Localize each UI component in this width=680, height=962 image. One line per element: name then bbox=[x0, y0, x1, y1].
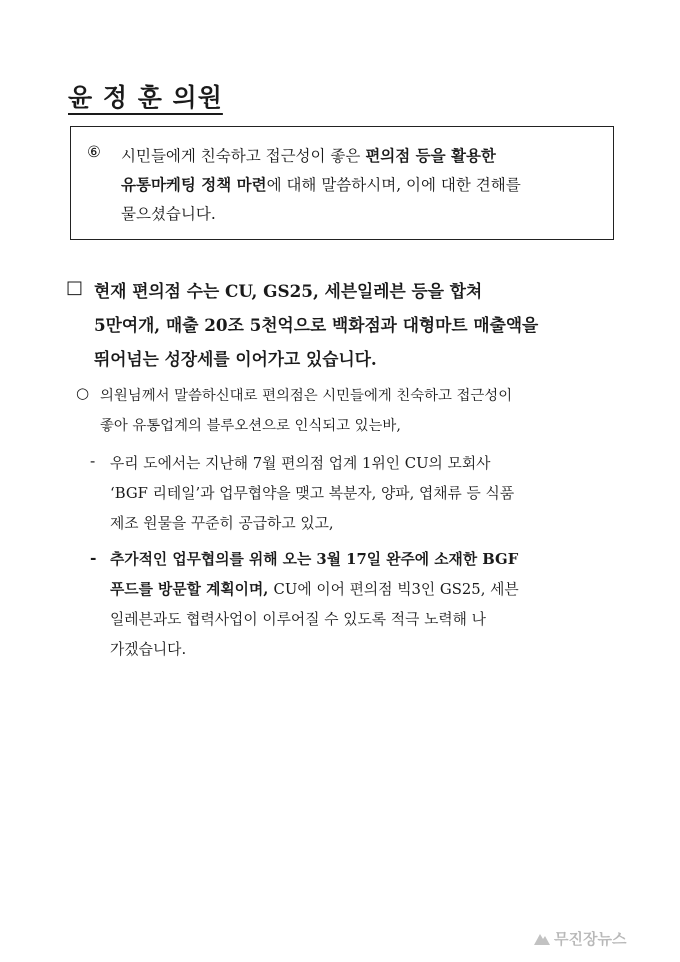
answer-dash2-line-2: 푸드를 방문할 계획이며, CU에 이어 편의점 빅3인 GS25, 세븐 bbox=[110, 581, 519, 598]
question-line-1: 시민들에게 친숙하고 접근성이 좋은 편의점 등을 활용한 bbox=[121, 146, 496, 165]
question-line-3: 물으셨습니다. bbox=[121, 205, 216, 223]
watermark bbox=[534, 928, 626, 949]
answer-dash1-line-2: ‘BGF 리테일’과 업무협약을 맺고 복분자, 양파, 엽채류 등 식품 bbox=[110, 485, 515, 502]
answer-circle-line-1: 의원님께서 말씀하신대로 편의점은 시민들에게 친숙하고 접근성이 bbox=[100, 388, 513, 404]
answer-dash2-line-2-emphasis: 푸드를 방문할 계획이며, bbox=[110, 581, 274, 598]
answer-main-line-1: 현재 편의점 수는 CU, GS25, 세븐일레븐 등을 합쳐 bbox=[94, 281, 483, 301]
watermark-text: 무진장뉴스 bbox=[554, 930, 627, 948]
question-line-2-emphasis: 유통마케팅 정책 마련 bbox=[121, 175, 267, 194]
answer-main-line-2: 5만여개, 매출 20조 5천억으로 백화점과 대형마트 매출액을 bbox=[94, 315, 539, 335]
mountain-logo-icon bbox=[534, 931, 550, 945]
dash-bullet-2: - bbox=[90, 548, 97, 567]
question-number: ⑥ bbox=[87, 143, 101, 161]
page-title: 윤 정 훈 의원 bbox=[68, 83, 223, 112]
answer-dash2-line-1: 추가적인 업무협의를 위해 오는 3월 17일 완주에 소재한 BGF bbox=[110, 551, 519, 568]
answer-dash2-line-3: 일레븐과도 협력사업이 이루어질 수 있도록 적극 노력해 나 bbox=[110, 611, 486, 628]
answer-main-line-3: 뛰어넘는 성장세를 이어가고 있습니다. bbox=[94, 349, 377, 369]
circle-bullet: ○ bbox=[76, 384, 90, 402]
question-line-2: 유통마케팅 정책 마련에 대해 말씀하시며, 이에 대한 견해를 bbox=[121, 175, 521, 194]
answer-circle-line-2: 좋아 유통업계의 블루오션으로 인식되고 있는바, bbox=[100, 418, 401, 434]
square-bullet: □ bbox=[66, 277, 84, 298]
question-box bbox=[70, 126, 614, 240]
answer-dash2-line-4: 가겠습니다. bbox=[110, 641, 187, 658]
dash-bullet-1: - bbox=[90, 452, 96, 470]
question-line-1-emphasis: 편의점 등을 활용한 bbox=[365, 146, 496, 165]
answer-dash1-line-1: 우리 도에서는 지난해 7월 편의점 업계 1위인 CU의 모회사 bbox=[110, 455, 491, 472]
answer-dash1-line-3: 제조 원물을 꾸준히 공급하고 있고, bbox=[110, 515, 334, 532]
